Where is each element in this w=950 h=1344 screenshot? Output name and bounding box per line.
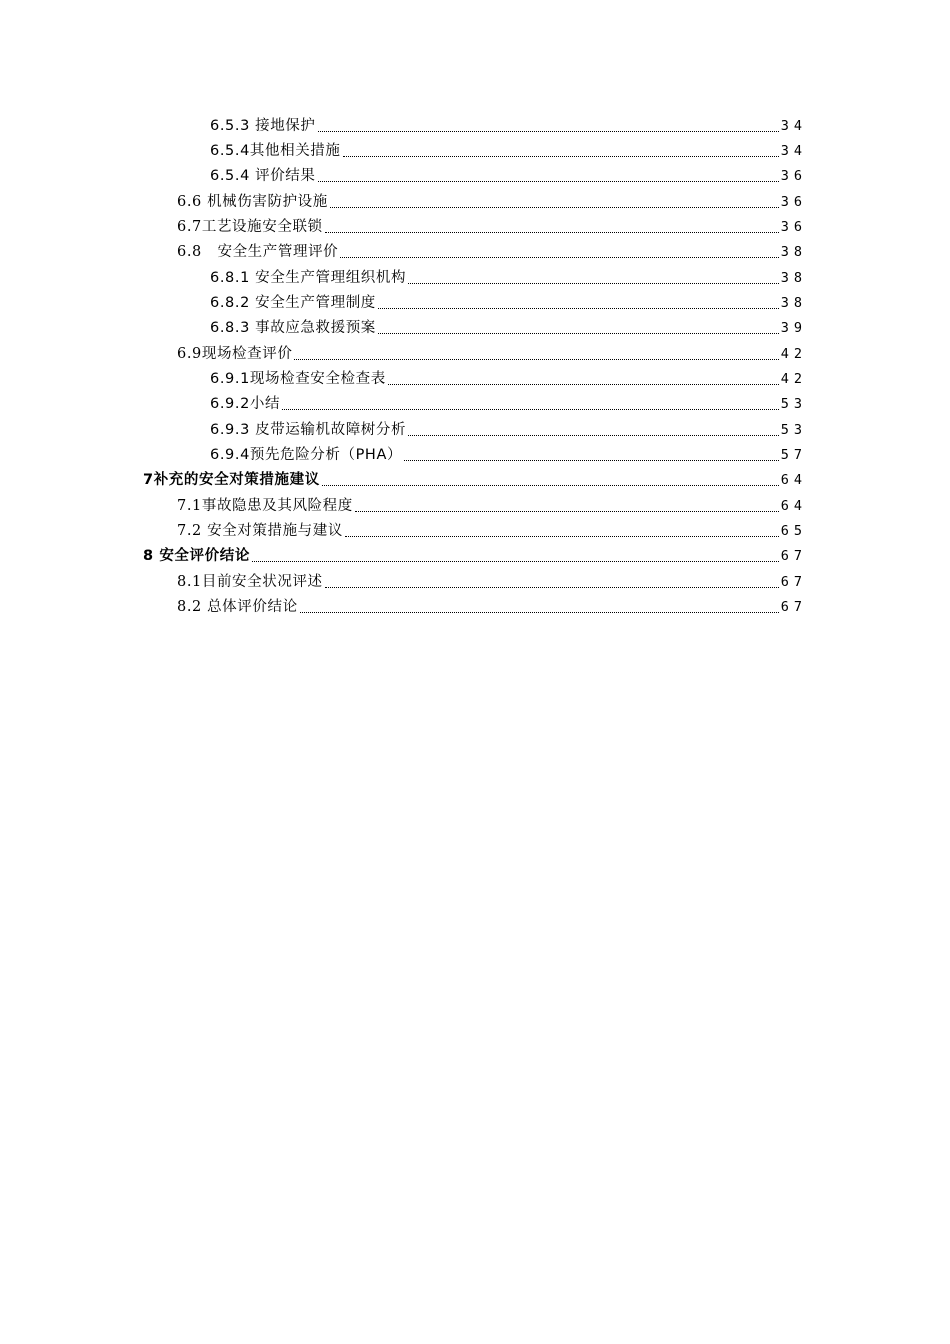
- toc-dot-leader: [345, 535, 779, 537]
- toc-entry-label: 6.9现场检查评价: [177, 346, 293, 362]
- toc-page-number: 53: [780, 422, 807, 438]
- toc-page-number: 67: [780, 574, 807, 590]
- toc-entry-label: 8 安全评价结论: [143, 548, 250, 564]
- toc-dot-leader: [325, 586, 779, 588]
- toc-dot-leader: [294, 358, 778, 360]
- toc-entry[interactable]: [210, 443, 807, 467]
- toc-entry[interactable]: [177, 190, 807, 214]
- toc-dot-leader: [330, 206, 779, 208]
- toc-dot-leader: [378, 307, 779, 309]
- toc-page-number: 65: [780, 523, 807, 539]
- toc-entry-label: 6.9.4预先危险分析（PHA）: [210, 447, 403, 463]
- toc-page-number: 36: [780, 219, 807, 235]
- toc-page-number: 38: [780, 295, 807, 311]
- toc-entry-label: 6.8.2 安全生产管理制度: [210, 295, 376, 311]
- toc-entry[interactable]: [143, 468, 807, 492]
- toc-entry[interactable]: [210, 139, 807, 163]
- toc-entry-label: 6.5.4其他相关措施: [210, 143, 341, 159]
- toc-dot-leader: [282, 408, 779, 410]
- toc-entry-label: 6.9.1现场检查安全检查表: [210, 371, 386, 387]
- toc-page-number: 42: [780, 346, 807, 362]
- toc-page-number: 64: [780, 472, 807, 488]
- toc-page-number: 57: [780, 447, 807, 463]
- toc-dot-leader: [318, 130, 779, 132]
- toc-entry[interactable]: [210, 266, 807, 290]
- toc-dot-leader: [322, 484, 779, 486]
- toc-entry-label: 6.8.3 事故应急救援预案: [210, 320, 376, 336]
- toc-entry[interactable]: [177, 215, 807, 239]
- toc-entry[interactable]: [210, 316, 807, 340]
- toc-dot-leader: [300, 611, 779, 613]
- toc-page-number: 67: [780, 548, 807, 564]
- toc-dot-leader: [404, 459, 779, 461]
- toc-entry-label: 6.9.3 皮带运输机故障树分析: [210, 422, 407, 438]
- toc-page-number: 42: [780, 371, 807, 387]
- toc-entry-label: 8.1目前安全状况评述: [177, 574, 323, 590]
- toc-page-number: 38: [780, 270, 807, 286]
- toc-entry-label: 7补充的安全对策措施建议: [143, 472, 320, 488]
- toc-dot-leader: [343, 155, 779, 157]
- toc-entry[interactable]: [210, 164, 807, 188]
- toc-entry-label: 6.5.4 评价结果: [210, 168, 316, 184]
- toc-dot-leader: [318, 180, 779, 182]
- toc-page-number: 34: [780, 143, 807, 159]
- toc-entry-label: 6.7工艺设施安全联锁: [177, 219, 323, 235]
- toc-entry[interactable]: [143, 544, 807, 568]
- toc-entry[interactable]: [210, 114, 807, 138]
- toc-dot-leader: [388, 383, 779, 385]
- toc-dot-leader: [325, 231, 779, 233]
- toc-entry[interactable]: [210, 367, 807, 391]
- toc-entry[interactable]: [177, 342, 807, 366]
- toc-entry[interactable]: [177, 494, 807, 518]
- toc-dot-leader: [378, 332, 779, 334]
- toc-entry-label: 6.6 机械伤害防护设施: [177, 194, 328, 210]
- toc-dot-leader: [355, 510, 779, 512]
- toc-entry[interactable]: [210, 291, 807, 315]
- toc-entry[interactable]: [177, 240, 807, 264]
- toc-entry[interactable]: [177, 595, 807, 619]
- toc-entry-label: 7.2 安全对策措施与建议: [177, 523, 343, 539]
- toc-entry[interactable]: [210, 418, 807, 442]
- toc-page-number: 34: [780, 118, 807, 134]
- toc-entry[interactable]: [177, 519, 807, 543]
- toc-page-number: 67: [780, 599, 807, 615]
- toc-dot-leader: [408, 434, 779, 436]
- toc-entry-label: 6.8 安全生产管理评价: [177, 244, 339, 260]
- toc-dot-leader: [340, 256, 778, 258]
- toc-page-number: 36: [780, 194, 807, 210]
- toc-page-number: 64: [780, 498, 807, 514]
- toc-entry-label: 8.2 总体评价结论: [177, 599, 298, 615]
- toc-page-number: 38: [780, 244, 807, 260]
- toc-dot-leader: [408, 282, 779, 284]
- toc-entry-label: 6.9.2小结: [210, 396, 281, 412]
- toc-entry-label: 6.5.3 接地保护: [210, 118, 316, 134]
- toc-entry[interactable]: [177, 570, 807, 594]
- toc-dot-leader: [252, 560, 779, 562]
- toc-entry-label: 7.1事故隐患及其风险程度: [177, 498, 353, 514]
- toc-entry-label: 6.8.1 安全生产管理组织机构: [210, 270, 407, 286]
- toc-entry[interactable]: [210, 392, 807, 416]
- toc-page-number: 39: [780, 320, 807, 336]
- toc-page-number: 53: [780, 396, 807, 412]
- toc-page-number: 36: [780, 168, 807, 184]
